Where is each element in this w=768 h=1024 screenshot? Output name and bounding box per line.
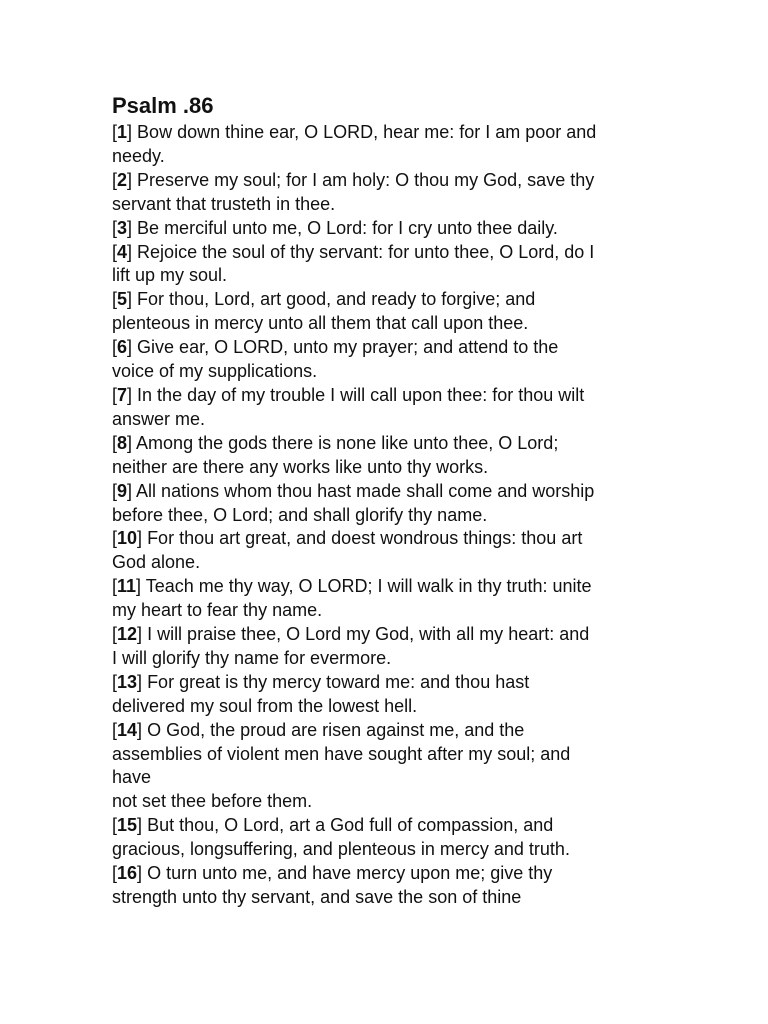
- verse-text: Teach me thy way, O LORD; I will walk in thy truth: unite: [145, 576, 592, 597]
- verse-line: [10] For thou art great, and doest wondrous things: thou art: [112, 528, 583, 549]
- verse-line: [2] Preserve my soul; for I am holy: O thou my God, save thy: [112, 169, 595, 190]
- verse-line: [15] But thou, O Lord, art a God full of compassion, and: [112, 815, 554, 836]
- verse-number: 8: [117, 432, 128, 453]
- verse-text: For thou, Lord, art good, and ready to forgive; and: [137, 289, 536, 310]
- verse-line: [1] Bow down thine ear, O LORD, hear me: for I am poor and: [112, 122, 597, 142]
- verse-text: delivered my soul from the lowest hell.: [112, 695, 418, 716]
- verse-line: [3] Be merciful unto me, O Lord: for I cry unto thee daily.: [112, 217, 558, 238]
- verse-number: 1: [117, 122, 128, 142]
- verse-line: [112, 743, 712, 767]
- verse-text: I will glorify thy name for evermore.: [112, 647, 392, 668]
- verse-line: [112, 766, 712, 790]
- verse-text: O turn unto me, and have mercy upon me; give thy: [147, 863, 553, 884]
- verse-line: [6] Give ear, O LORD, unto my prayer; and attend to the: [112, 337, 559, 358]
- verse-line: [112, 695, 712, 719]
- verse-number: 9: [117, 480, 128, 501]
- verse-line: [112, 838, 712, 862]
- verse-line: [112, 504, 712, 528]
- verse-text: All nations whom thou hast made shall come and worship: [136, 480, 595, 501]
- verse-number: 16: [117, 863, 138, 884]
- verse-line: [112, 360, 712, 384]
- verse-number: 7: [117, 384, 128, 405]
- verse-line: [112, 790, 712, 814]
- verse-number: 3: [117, 217, 128, 238]
- verse-line: [112, 145, 712, 169]
- verse-number: 11: [117, 576, 137, 597]
- verse-line: [4] Rejoice the soul of thy servant: for unto thee, O Lord, do I: [112, 241, 595, 262]
- verse-text: But thou, O Lord, art a God full of compassion, and: [147, 815, 554, 836]
- page-title: Psalm .86: [112, 93, 214, 118]
- verse-text: Among the gods there is none like unto thee, O Lord;: [136, 432, 559, 453]
- verse-number: 4: [117, 241, 128, 262]
- verse-text: answer me.: [112, 408, 206, 429]
- verse-line: [5] For thou, Lord, art good, and ready to forgive; and: [112, 289, 536, 310]
- verse-line: [8] Among the gods there is none like unto thee, O Lord;: [112, 432, 559, 453]
- verse-text: Give ear, O LORD, unto my prayer; and attend to the: [137, 337, 559, 358]
- verse-line: [112, 647, 712, 671]
- verse-number: 2: [117, 169, 128, 190]
- verse-text: my heart to fear thy name.: [112, 600, 323, 621]
- verse-text: I will praise thee, O Lord my God, with all my heart: and: [147, 624, 590, 645]
- verse-text: assemblies of violent men have sought after my soul; and: [112, 743, 571, 764]
- document-page: [112, 92, 712, 910]
- verse-line: [7] In the day of my trouble I will call upon thee: for thou wilt: [112, 384, 585, 405]
- verse-line: [112, 599, 712, 623]
- verse-text: God alone.: [112, 552, 201, 573]
- verse-line: [14] O God, the proud are risen against me, and the: [112, 719, 525, 740]
- verse-number: 15: [117, 815, 138, 836]
- verse-text: Be merciful unto me, O Lord: for I cry unto thee daily.: [137, 217, 558, 238]
- verse-line: [16] O turn unto me, and have mercy upon me; give thy: [112, 863, 553, 884]
- verse-line: [112, 551, 712, 575]
- verse-text: For thou art great, and doest wondrous things: thou art: [147, 528, 583, 549]
- verse-number: 5: [117, 289, 128, 310]
- verse-line: [9] All nations whom thou hast made shall come and worship: [112, 480, 595, 501]
- verse-text: voice of my supplications.: [112, 361, 318, 382]
- verse-line: [112, 886, 712, 910]
- verse-text: plenteous in mercy unto all them that call upon thee.: [112, 313, 529, 334]
- verse-number: 14: [117, 719, 138, 740]
- verse-line: [112, 408, 712, 432]
- verse-text: Rejoice the soul of thy servant: for unto thee, O Lord, do I: [137, 241, 595, 262]
- verse-line: [112, 456, 712, 480]
- verse-text: Preserve my soul; for I am holy: O thou my God, save thy: [137, 169, 595, 190]
- verse-text: neither are there any works like unto thy works.: [112, 456, 489, 477]
- verse-text: servant that trusteth in thee.: [112, 193, 336, 214]
- verse-text: before thee, O Lord; and shall glorify thy name.: [112, 504, 488, 525]
- verse-line: [112, 193, 712, 217]
- verse-text: lift up my soul.: [112, 265, 228, 286]
- verse-line: [112, 264, 712, 288]
- verse-number: 13: [117, 671, 138, 692]
- verse-number: 6: [117, 337, 128, 358]
- verse-text: strength unto thy servant, and save the son of thine: [112, 887, 522, 907]
- verse-number: 10: [117, 528, 138, 549]
- verse-list: [112, 121, 712, 910]
- verse-line: [112, 312, 712, 336]
- verse-line: [13] For great is thy mercy toward me: and thou hast: [112, 671, 530, 692]
- verse-text: Bow down thine ear, O LORD, hear me: for I am poor and: [137, 122, 597, 142]
- verse-text: have: [112, 767, 152, 788]
- verse-text: not set thee before them.: [112, 791, 313, 812]
- verse-text: needy.: [112, 145, 165, 166]
- verse-text: For great is thy mercy toward me: and thou hast: [147, 671, 530, 692]
- verse-text: gracious, longsuffering, and plenteous in mercy and truth.: [112, 839, 570, 860]
- verse-line: [12] I will praise thee, O Lord my God, with all my heart: and: [112, 624, 590, 645]
- verse-number: 12: [117, 624, 138, 645]
- verse-line: [11] Teach me thy way, O LORD; I will walk in thy truth: unite: [112, 576, 592, 597]
- verse-text: O God, the proud are risen against me, and the: [147, 719, 525, 740]
- verse-text: In the day of my trouble I will call upon thee: for thou wilt: [137, 384, 585, 405]
